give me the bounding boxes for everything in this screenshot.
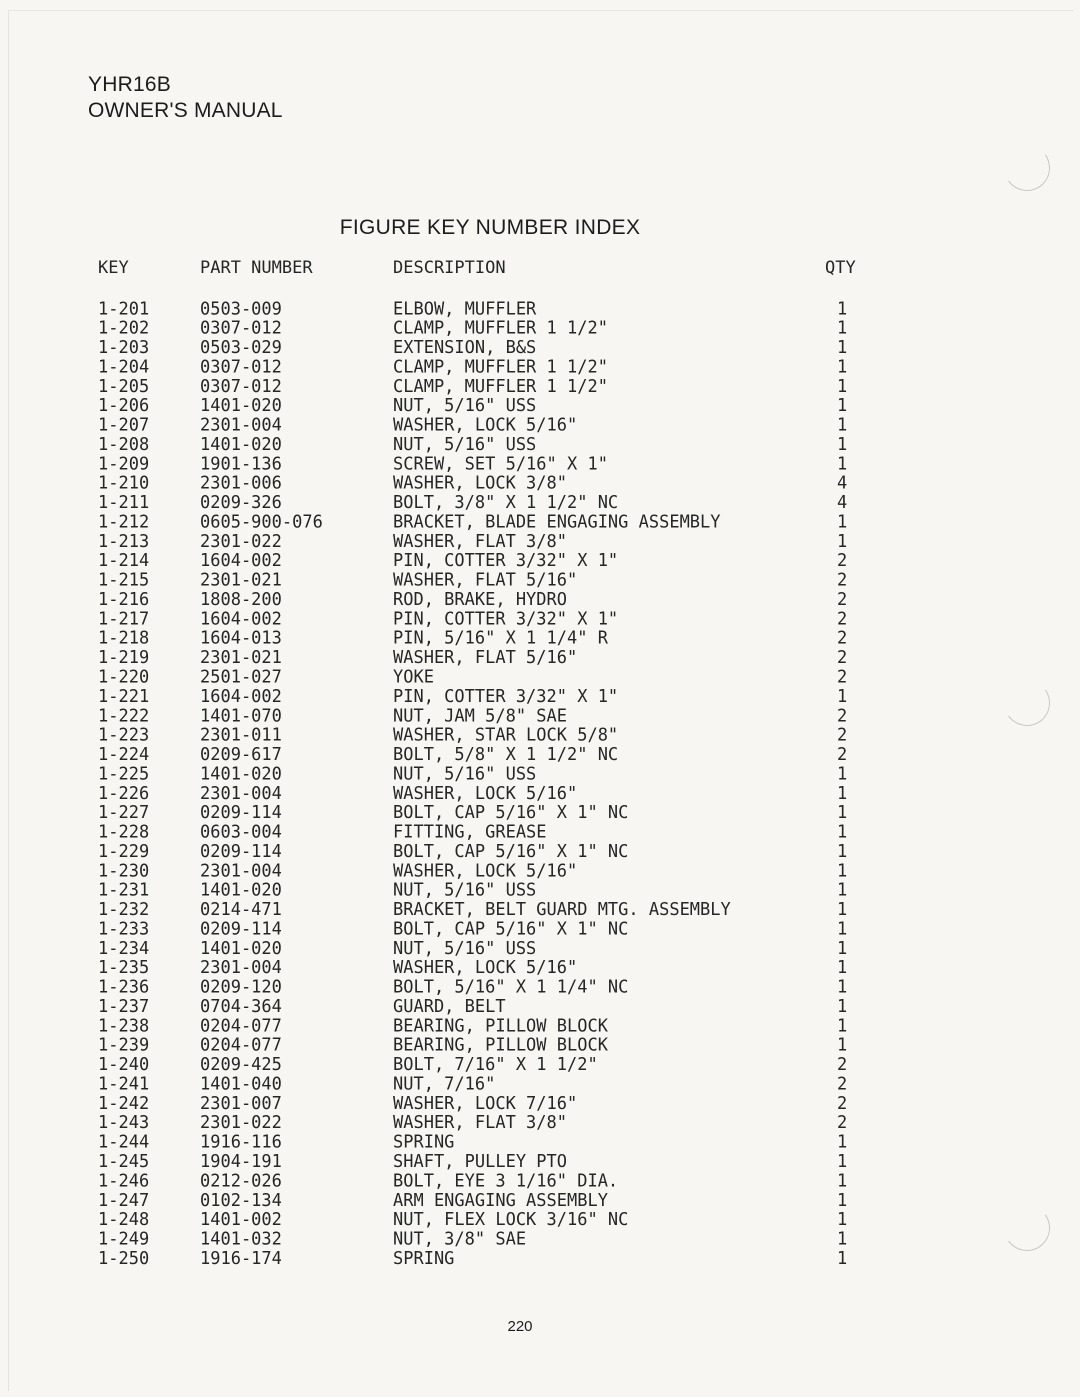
table-row (98, 1250, 878, 1269)
key-cell: 1-241 (98, 1074, 150, 1095)
description-cell: NUT, JAM 5/8" SAE (393, 705, 567, 727)
key-cell: 1-228 (98, 822, 150, 843)
table-row (98, 1114, 878, 1133)
qty-cell: 1 (837, 880, 848, 901)
description-cell: WASHER, FLAT 3/8" (393, 531, 567, 552)
part-number-cell: 0605-900-076 (200, 512, 323, 533)
description-cell: PIN, COTTER 3/32" X 1" (393, 609, 619, 630)
qty-cell: 1 (837, 861, 848, 882)
key-cell: 1-232 (98, 899, 150, 921)
page-number: 220 (507, 1318, 533, 1335)
part-number-cell: 0307-012 (200, 318, 282, 339)
table-row (98, 978, 878, 997)
description-cell: ARM ENGAGING ASSEMBLY (393, 1190, 608, 1211)
part-number-cell: 0102-134 (200, 1190, 282, 1211)
qty-cell: 1 (837, 899, 848, 921)
qty-cell: 1 (837, 1132, 848, 1153)
description-cell: WASHER, FLAT 5/16" (393, 647, 578, 669)
key-cell: 1-247 (98, 1190, 150, 1211)
part-number-cell: 1916-174 (200, 1248, 282, 1269)
part-number-cell: 0212-026 (200, 1171, 282, 1192)
table-row (98, 1036, 878, 1055)
qty-cell: 1 (837, 298, 848, 320)
part-number-cell: 0209-114 (200, 919, 282, 940)
key-cell: 1-225 (98, 764, 150, 785)
table-row (98, 1133, 878, 1152)
table-row (98, 881, 878, 900)
table-row (98, 416, 878, 435)
description-cell: CLAMP, MUFFLER 1 1/2" (393, 376, 608, 397)
key-cell: 1-227 (98, 802, 150, 824)
table-row (98, 998, 878, 1017)
table-row (98, 843, 878, 862)
key-cell: 1-240 (98, 1054, 150, 1076)
qty-column-header: QTY (825, 258, 856, 278)
key-cell: 1-203 (98, 337, 150, 359)
part-number-cell: 2301-006 (200, 473, 282, 494)
key-cell: 1-218 (98, 628, 150, 649)
table-row (98, 920, 878, 939)
figure-title: FIGURE KEY NUMBER INDEX (339, 216, 641, 239)
key-cell: 1-223 (98, 725, 150, 746)
qty-cell: 1 (837, 841, 848, 863)
part-number-cell: 2301-004 (200, 415, 282, 436)
table-row (98, 533, 878, 552)
part-number-cell: 0209-326 (200, 492, 282, 514)
table-row (98, 785, 878, 804)
key-cell: 1-202 (98, 318, 150, 339)
qty-cell: 1 (837, 957, 848, 979)
table-header-row (98, 258, 878, 288)
part-number-cell: 1401-020 (200, 434, 282, 456)
description-column-header: DESCRIPTION (393, 258, 506, 278)
description-cell: WASHER, LOCK 5/16" (393, 415, 578, 436)
key-cell: 1-216 (98, 589, 150, 611)
description-cell: WASHER, FLAT 3/8" (393, 1112, 567, 1134)
key-cell: 1-230 (98, 861, 150, 882)
table-row (98, 1191, 878, 1210)
key-cell: 1-222 (98, 705, 150, 727)
table-row (98, 765, 878, 784)
key-cell: 1-212 (98, 512, 150, 533)
description-cell: WASHER, LOCK 3/8" (393, 473, 567, 494)
description-cell: ELBOW, MUFFLER (393, 298, 537, 320)
description-cell: BOLT, 3/8" X 1 1/2" NC (393, 492, 619, 514)
qty-cell: 1 (837, 764, 848, 785)
table-row (98, 862, 878, 881)
qty-cell: 2 (837, 705, 848, 727)
description-cell: NUT, 5/16" USS (393, 764, 537, 785)
description-cell: NUT, 3/8" SAE (393, 1229, 527, 1250)
key-cell: 1-204 (98, 357, 150, 378)
description-cell: NUT, 7/16" (393, 1074, 496, 1095)
qty-cell: 2 (837, 744, 848, 766)
qty-cell: 1 (837, 318, 848, 339)
part-number-cell: 1401-070 (200, 705, 282, 727)
description-cell: PIN, COTTER 3/32" X 1" (393, 686, 619, 707)
table-row (98, 1017, 878, 1036)
description-cell: EXTENSION, B&S (393, 337, 537, 359)
part-number-cell: 0209-114 (200, 841, 282, 863)
qty-cell: 1 (837, 1209, 848, 1231)
key-cell: 1-217 (98, 609, 150, 630)
table-row (98, 552, 878, 571)
table-row (98, 474, 878, 493)
table-row (98, 959, 878, 978)
key-cell: 1-226 (98, 783, 150, 804)
description-cell: SHAFT, PULLEY PTO (393, 1151, 567, 1173)
part-number-column-header: PART NUMBER (200, 258, 313, 278)
part-number-cell: 1401-020 (200, 395, 282, 417)
key-cell: 1-215 (98, 570, 150, 591)
description-cell: BRACKET, BELT GUARD MTG. ASSEMBLY (393, 899, 731, 921)
qty-cell: 1 (837, 802, 848, 824)
table-row (98, 455, 878, 474)
key-cell: 1-209 (98, 454, 150, 475)
table-row (98, 707, 878, 726)
qty-cell: 1 (837, 977, 848, 998)
qty-cell: 1 (837, 1016, 848, 1037)
part-number-cell: 0209-425 (200, 1054, 282, 1076)
key-cell: 1-237 (98, 996, 150, 1018)
table-row (98, 591, 878, 610)
qty-cell: 1 (837, 686, 848, 707)
parts-index-table (98, 258, 878, 1269)
qty-cell: 1 (837, 996, 848, 1018)
part-number-cell: 1604-002 (200, 609, 282, 630)
part-number-cell: 0214-471 (200, 899, 282, 921)
table-row (98, 378, 878, 397)
table-row (98, 339, 878, 358)
key-cell: 1-250 (98, 1248, 150, 1269)
qty-cell: 1 (837, 1171, 848, 1192)
qty-cell: 1 (837, 1035, 848, 1056)
part-number-cell: 0503-009 (200, 298, 282, 320)
table-row (98, 1230, 878, 1249)
qty-cell: 1 (837, 1151, 848, 1173)
description-cell: BOLT, 5/8" X 1 1/2" NC (393, 744, 619, 766)
key-cell: 1-249 (98, 1229, 150, 1250)
key-cell: 1-201 (98, 298, 150, 320)
table-row (98, 513, 878, 532)
description-cell: CLAMP, MUFFLER 1 1/2" (393, 318, 608, 339)
description-cell: BOLT, 5/16" X 1 1/4" NC (393, 977, 629, 998)
part-number-cell: 1401-040 (200, 1074, 282, 1095)
key-cell: 1-238 (98, 1016, 150, 1037)
part-number-cell: 1808-200 (200, 589, 282, 611)
part-number-cell: 2501-027 (200, 667, 282, 688)
description-cell: BEARING, PILLOW BLOCK (393, 1016, 608, 1037)
description-cell: SPRING (393, 1132, 455, 1153)
qty-cell: 4 (837, 492, 848, 514)
description-cell: NUT, 5/16" USS (393, 880, 537, 901)
key-cell: 1-233 (98, 919, 150, 940)
description-cell: YOKE (393, 667, 434, 688)
key-cell: 1-245 (98, 1151, 150, 1173)
key-cell: 1-207 (98, 415, 150, 436)
part-number-cell: 0204-077 (200, 1016, 282, 1037)
key-cell: 1-211 (98, 492, 150, 514)
table-row (98, 436, 878, 455)
description-cell: PIN, 5/16" X 1 1/4" R (393, 628, 608, 649)
key-cell: 1-208 (98, 434, 150, 456)
table-row (98, 300, 878, 319)
description-cell: SPRING (393, 1248, 455, 1269)
part-number-cell: 2301-021 (200, 570, 282, 591)
qty-cell: 2 (837, 550, 848, 572)
description-cell: NUT, 5/16" USS (393, 395, 537, 417)
table-row (98, 688, 878, 707)
description-cell: CLAMP, MUFFLER 1 1/2" (393, 357, 608, 378)
part-number-cell: 0307-012 (200, 376, 282, 397)
table-row (98, 319, 878, 338)
qty-cell: 1 (837, 337, 848, 359)
part-number-cell: 0209-617 (200, 744, 282, 766)
description-cell: WASHER, FLAT 5/16" (393, 570, 578, 591)
qty-cell: 1 (837, 512, 848, 533)
key-cell: 1-220 (98, 667, 150, 688)
description-cell: NUT, 5/16" USS (393, 938, 537, 959)
description-cell: WASHER, LOCK 7/16" (393, 1093, 578, 1114)
description-cell: WASHER, STAR LOCK 5/8" (393, 725, 619, 746)
qty-cell: 2 (837, 628, 848, 649)
part-number-cell: 0209-120 (200, 977, 282, 998)
description-cell: BEARING, PILLOW BLOCK (393, 1035, 608, 1056)
qty-cell: 2 (837, 609, 848, 630)
qty-cell: 1 (837, 919, 848, 940)
qty-cell: 2 (837, 1074, 848, 1095)
description-cell: PIN, COTTER 3/32" X 1" (393, 550, 619, 572)
table-row (98, 1056, 878, 1075)
description-cell: BOLT, CAP 5/16" X 1" NC (393, 841, 629, 863)
qty-cell: 1 (837, 938, 848, 959)
description-cell: WASHER, LOCK 5/16" (393, 783, 578, 804)
part-number-cell: 0204-077 (200, 1035, 282, 1056)
table-row (98, 804, 878, 823)
description-cell: BOLT, EYE 3 1/16" DIA. (393, 1171, 619, 1192)
description-cell: BRACKET, BLADE ENGAGING ASSEMBLY (393, 512, 721, 533)
key-cell: 1-235 (98, 957, 150, 979)
table-row (98, 823, 878, 842)
description-cell: BOLT, CAP 5/16" X 1" NC (393, 919, 629, 940)
description-cell: WASHER, LOCK 5/16" (393, 861, 578, 882)
qty-cell: 1 (837, 1190, 848, 1211)
description-cell: FITTING, GREASE (393, 822, 547, 843)
key-cell: 1-243 (98, 1112, 150, 1134)
key-cell: 1-210 (98, 473, 150, 494)
table-row (98, 1153, 878, 1172)
part-number-cell: 0503-029 (200, 337, 282, 359)
qty-cell: 1 (837, 376, 848, 397)
table-row (98, 726, 878, 745)
part-number-cell: 2301-022 (200, 1112, 282, 1134)
qty-cell: 1 (837, 415, 848, 436)
key-cell: 1-248 (98, 1209, 150, 1231)
part-number-cell: 1604-002 (200, 686, 282, 707)
qty-cell: 2 (837, 589, 848, 611)
table-row (98, 649, 878, 668)
key-column-header: KEY (98, 258, 129, 278)
table-row (98, 668, 878, 687)
part-number-cell: 1401-020 (200, 764, 282, 785)
description-cell: SCREW, SET 5/16" X 1" (393, 454, 608, 475)
part-number-cell: 0603-004 (200, 822, 282, 843)
model-number: YHR16B (88, 73, 171, 96)
qty-cell: 2 (837, 725, 848, 746)
description-cell: BOLT, CAP 5/16" X 1" NC (393, 802, 629, 824)
description-cell: ROD, BRAKE, HYDRO (393, 589, 567, 611)
description-cell: WASHER, LOCK 5/16" (393, 957, 578, 979)
key-cell: 1-205 (98, 376, 150, 397)
table-row (98, 629, 878, 648)
key-cell: 1-246 (98, 1171, 150, 1192)
qty-cell: 2 (837, 1112, 848, 1134)
table-row (98, 901, 878, 920)
part-number-cell: 2301-007 (200, 1093, 282, 1114)
qty-cell: 2 (837, 570, 848, 591)
part-number-cell: 0704-364 (200, 996, 282, 1018)
key-cell: 1-239 (98, 1035, 150, 1056)
part-number-cell: 1904-191 (200, 1151, 282, 1173)
qty-cell: 2 (837, 1093, 848, 1114)
description-cell: BOLT, 7/16" X 1 1/2" (393, 1054, 598, 1076)
part-number-cell: 0209-114 (200, 802, 282, 824)
key-cell: 1-242 (98, 1093, 150, 1114)
key-cell: 1-234 (98, 938, 150, 959)
qty-cell: 2 (837, 667, 848, 688)
qty-cell: 1 (837, 783, 848, 804)
description-cell: NUT, 5/16" USS (393, 434, 537, 456)
part-number-cell: 2301-004 (200, 783, 282, 804)
qty-cell: 4 (837, 473, 848, 494)
table-row (98, 940, 878, 959)
part-number-cell: 1916-116 (200, 1132, 282, 1153)
table-body (98, 300, 878, 1269)
table-row (98, 1172, 878, 1191)
table-row (98, 358, 878, 377)
key-cell: 1-224 (98, 744, 150, 766)
qty-cell: 1 (837, 434, 848, 456)
manual-header (88, 72, 283, 124)
qty-cell: 1 (837, 1248, 848, 1269)
table-row (98, 746, 878, 765)
qty-cell: 1 (837, 822, 848, 843)
part-number-cell: 2301-011 (200, 725, 282, 746)
key-cell: 1-213 (98, 531, 150, 552)
part-number-cell: 0307-012 (200, 357, 282, 378)
part-number-cell: 1401-032 (200, 1229, 282, 1250)
part-number-cell: 2301-022 (200, 531, 282, 552)
qty-cell: 1 (837, 357, 848, 378)
table-row (98, 610, 878, 629)
qty-cell: 1 (837, 1229, 848, 1250)
key-cell: 1-221 (98, 686, 150, 707)
key-cell: 1-229 (98, 841, 150, 863)
key-cell: 1-206 (98, 395, 150, 417)
qty-cell: 1 (837, 395, 848, 417)
part-number-cell: 2301-004 (200, 957, 282, 979)
key-cell: 1-214 (98, 550, 150, 572)
key-cell: 1-244 (98, 1132, 150, 1153)
part-number-cell: 1604-002 (200, 550, 282, 572)
description-cell: GUARD, BELT (393, 996, 506, 1018)
key-cell: 1-219 (98, 647, 150, 669)
part-number-cell: 2301-004 (200, 861, 282, 882)
qty-cell: 2 (837, 647, 848, 669)
part-number-cell: 1604-013 (200, 628, 282, 649)
description-cell: NUT, FLEX LOCK 3/16" NC (393, 1209, 629, 1231)
manual-title: OWNER'S MANUAL (88, 99, 283, 122)
table-row (98, 571, 878, 590)
table-row (98, 397, 878, 416)
key-cell: 1-236 (98, 977, 150, 998)
table-row (98, 1075, 878, 1094)
table-row (98, 494, 878, 513)
part-number-cell: 1901-136 (200, 454, 282, 475)
part-number-cell: 1401-020 (200, 880, 282, 901)
key-cell: 1-231 (98, 880, 150, 901)
part-number-cell: 2301-021 (200, 647, 282, 669)
qty-cell: 1 (837, 531, 848, 552)
qty-cell: 1 (837, 454, 848, 475)
table-row (98, 1095, 878, 1114)
part-number-cell: 1401-020 (200, 938, 282, 959)
part-number-cell: 1401-002 (200, 1209, 282, 1231)
qty-cell: 2 (837, 1054, 848, 1076)
table-row (98, 1211, 878, 1230)
